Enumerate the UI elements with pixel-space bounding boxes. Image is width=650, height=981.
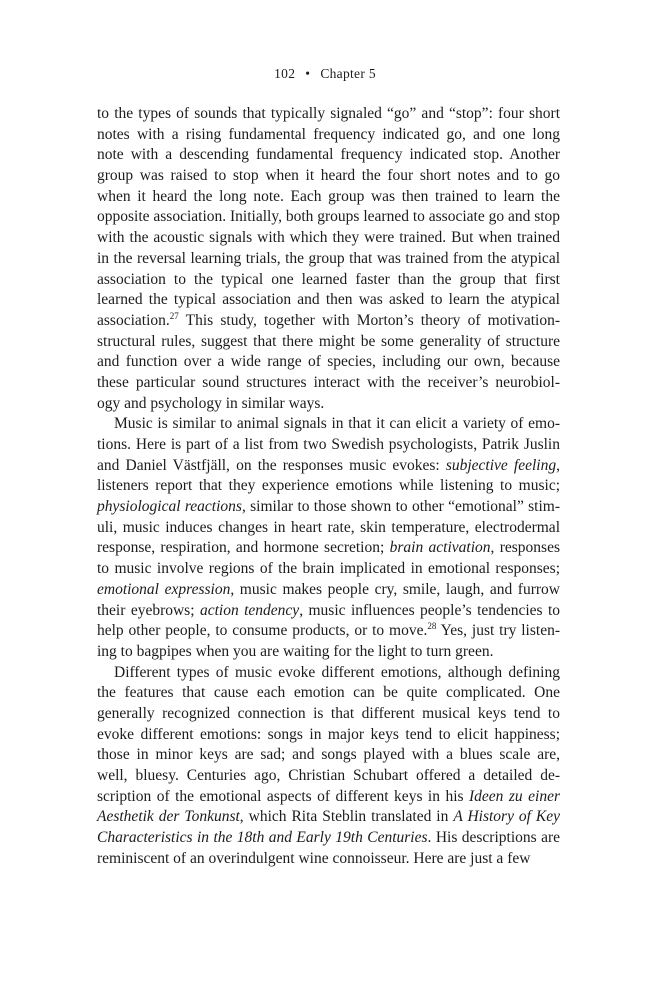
text-line: [97, 621, 560, 642]
line-text: , music makes people cry, smile, laugh, and furrow: [230, 580, 560, 598]
line-text: association.: [97, 311, 170, 329]
italic-text: emotional expression: [97, 580, 231, 598]
text-line: [97, 766, 560, 787]
text-line: [97, 290, 560, 311]
line-text: to the types of sounds that typically signaled “go” and “stop”: four short: [97, 105, 560, 122]
line-text: , music influences people’s tendencies to: [299, 601, 561, 619]
text-line: [97, 187, 560, 208]
text-line: [97, 125, 560, 146]
line-text: listeners report that they experience emotions while listening to music;: [97, 477, 560, 495]
line-text: scription of the emotional aspects of different keys in his: [97, 787, 470, 805]
line-text: generally recognized connection is that different musical keys tend to: [97, 704, 560, 722]
line-text: response, respiration, and hormone secretion;: [97, 539, 390, 557]
text-line: [97, 456, 560, 477]
text-line: [97, 663, 560, 684]
text-line: [97, 332, 560, 353]
text-line: [97, 725, 560, 746]
text-line: [97, 787, 560, 808]
italic-text: action tendency: [199, 601, 300, 619]
italic-text: Aesthetik der Tonkunst: [97, 808, 240, 826]
text-line: [97, 311, 560, 332]
text-line: [97, 414, 560, 435]
text-line: [97, 435, 560, 456]
italic-text: A History of Key: [453, 808, 561, 826]
text-line: [97, 228, 560, 249]
text-line: [97, 538, 560, 559]
line-text: ogy and psychology in similar ways.: [97, 394, 325, 412]
italic-text: brain activation: [389, 539, 491, 557]
line-text: uli, music induces changes in heart rate, skin temperature, electrodermal: [97, 518, 560, 536]
body-text: [97, 104, 560, 869]
line-text: group was raised to stop when it heard the four short notes and to go: [97, 167, 560, 185]
line-text: note with a descending fundamental frequency indicated stop. Another: [97, 146, 560, 164]
text-line: [97, 683, 560, 704]
text-line: [97, 580, 560, 601]
line-text: , similar to those shown to other “emotional” stim-: [241, 498, 560, 516]
line-text: and function over a wide range of species, including our own, because: [97, 353, 560, 371]
line-text: their eyebrows;: [97, 601, 200, 619]
text-line: [97, 828, 560, 849]
line-text: , which Rita Steblin translated in: [239, 808, 454, 826]
text-line: [97, 704, 560, 725]
line-text: to music involve regions of the brain implicated in emotional responses;: [97, 560, 560, 578]
line-text: This study, together with Morton’s theory of motivation-: [178, 311, 560, 329]
italic-text: subjective feeling: [445, 456, 557, 474]
line-text: structural rules, suggest that there might be some generality of structure: [97, 332, 560, 350]
line-text: ,: [556, 456, 560, 474]
italic-text: physiological reactions: [97, 498, 242, 516]
text-line: [97, 601, 560, 622]
running-head: [0, 66, 650, 82]
page-number: 102: [274, 66, 296, 81]
line-text: those in minor keys are sad; and songs played with a blues scale are,: [97, 746, 560, 764]
text-line: [97, 270, 560, 291]
line-text: learned the typical association and then was asked to learn the atypical: [97, 291, 560, 309]
text-line: [97, 166, 560, 187]
text-line: [97, 642, 560, 663]
line-text: , responses: [490, 539, 560, 557]
text-line: [97, 476, 560, 497]
line-text: ing to bagpipes when you are waiting for the light to turn green.: [97, 642, 494, 660]
footnote-marker: 27: [169, 310, 179, 321]
line-text: opposite association. Initially, both groups learned to associate go and stop: [97, 208, 561, 226]
line-text: Music is similar to animal signals in that it can elicit a variety of emo-: [114, 415, 560, 433]
line-text: help other people, to consume products, or to move.: [97, 622, 428, 640]
line-text: tions. Here is part of a list from two Swedish psychologists, Patrik Juslin: [97, 436, 560, 453]
text-line: [97, 559, 560, 580]
line-text: when it heard the long note. Each group was then trained to learn the: [97, 187, 560, 205]
line-text: the features that cause each emotion can be quite complicated. One: [97, 684, 560, 702]
text-line: [97, 394, 560, 415]
line-text: and Daniel Västfjäll, on the responses music evokes:: [97, 456, 446, 474]
line-text: Yes, just try listen-: [436, 622, 560, 640]
text-line: [97, 249, 560, 270]
line-text: reminiscent of an overindulgent wine connoisseur. Here are just a few: [97, 849, 531, 867]
line-text: well, bluesy. Centuries ago, Christian Schubart offered a detailed de-: [97, 767, 560, 784]
text-line: [97, 745, 560, 766]
text-line: [97, 497, 560, 518]
header-separator: •: [305, 66, 311, 81]
footnote-marker: 28: [427, 621, 437, 632]
text-line: [97, 518, 560, 539]
text-line: [97, 849, 560, 870]
line-text: evoke different emotions: songs in major keys tend to elicit happiness;: [97, 725, 560, 743]
text-line: [97, 145, 560, 166]
italic-text: Characteristics in the 18th and Early 19th Centuries: [97, 829, 428, 847]
line-text: Different types of music evoke different emotions, although defining: [114, 663, 560, 681]
italic-text: Ideen zu einer: [469, 787, 560, 805]
text-line: [97, 373, 560, 394]
chapter-label: Chapter 5: [320, 66, 376, 81]
text-line: [97, 104, 560, 125]
line-text: . His descriptions are: [427, 829, 560, 847]
line-text: notes with a rising fundamental frequency indicated go, and one long: [97, 125, 560, 143]
line-text: these particular sound structures interact with the receiver’s neurobiol-: [97, 373, 560, 391]
line-text: in the reversal learning trials, the group that was trained from the atypical: [97, 249, 560, 267]
text-line: [97, 207, 560, 228]
text-line: [97, 807, 560, 828]
text-line: [97, 352, 560, 373]
line-text: association to the typical one learned faster than the group that first: [97, 270, 560, 288]
line-text: with the acoustic signals with which they were trained. But when trained: [97, 229, 560, 247]
